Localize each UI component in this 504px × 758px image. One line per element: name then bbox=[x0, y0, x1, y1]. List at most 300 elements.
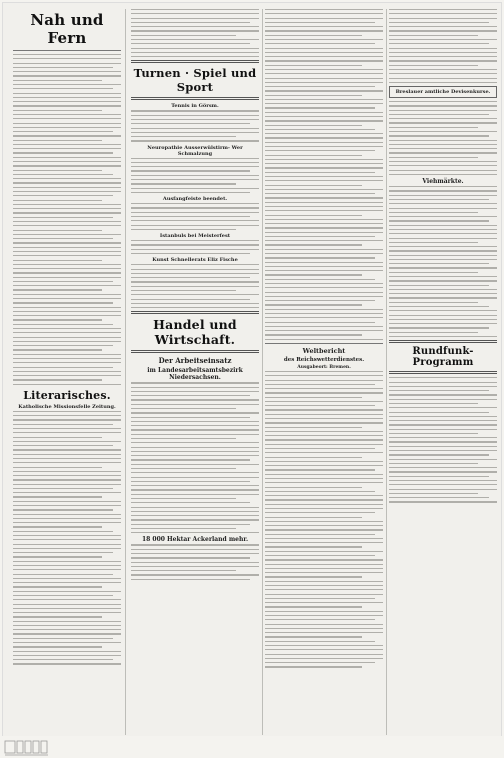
text-line bbox=[131, 26, 259, 27]
text-line bbox=[131, 438, 236, 439]
text-line bbox=[13, 411, 121, 412]
library-logo-icon bbox=[4, 738, 64, 756]
text-line bbox=[389, 203, 497, 204]
text-line bbox=[13, 384, 121, 385]
text-line bbox=[13, 514, 121, 515]
text-line bbox=[13, 152, 113, 153]
text-line bbox=[265, 244, 362, 245]
text-line bbox=[131, 485, 259, 486]
text-line bbox=[131, 557, 250, 558]
text-line bbox=[131, 566, 259, 567]
text-line bbox=[131, 532, 259, 533]
text-line bbox=[389, 250, 497, 251]
text-line bbox=[13, 556, 102, 557]
text-line bbox=[131, 528, 236, 529]
text-line bbox=[265, 538, 383, 539]
text-line bbox=[131, 207, 259, 208]
text-line bbox=[265, 30, 383, 31]
text-line bbox=[13, 54, 121, 55]
text-line bbox=[265, 388, 383, 389]
text-line bbox=[389, 471, 497, 472]
text-line bbox=[389, 212, 478, 213]
text-line bbox=[389, 13, 497, 14]
text-line bbox=[13, 84, 121, 85]
text-line bbox=[265, 439, 383, 440]
text-line bbox=[131, 225, 259, 226]
text-line bbox=[13, 362, 121, 363]
text-line bbox=[131, 425, 259, 426]
text-line bbox=[13, 522, 121, 523]
text-line bbox=[389, 306, 489, 307]
text-line bbox=[265, 60, 383, 61]
text-line bbox=[265, 236, 375, 237]
text-line bbox=[389, 493, 478, 494]
text-line bbox=[389, 386, 497, 387]
text-line bbox=[265, 257, 375, 258]
text-line bbox=[389, 394, 497, 395]
text-line bbox=[131, 115, 259, 116]
text-line bbox=[13, 204, 121, 205]
text-line bbox=[13, 591, 121, 592]
subheading-sport-5: Kunst Schnellerats Eliz Fische bbox=[152, 257, 238, 264]
text-line bbox=[13, 131, 113, 132]
text-line bbox=[389, 220, 489, 221]
text-line bbox=[131, 56, 259, 57]
text-line bbox=[265, 142, 383, 143]
text-line bbox=[13, 242, 121, 243]
subheading-ackerland: 18 000 Hektar Ackerland mehr. bbox=[141, 536, 249, 544]
text-line bbox=[265, 180, 383, 181]
text-line bbox=[13, 526, 102, 527]
text-line bbox=[265, 409, 383, 410]
text-line bbox=[13, 479, 121, 480]
text-line bbox=[13, 535, 121, 536]
text-line bbox=[131, 43, 250, 44]
text-line bbox=[265, 414, 383, 415]
text-line bbox=[131, 132, 259, 133]
text-line bbox=[13, 268, 121, 269]
text-line bbox=[131, 294, 259, 295]
text-line bbox=[265, 508, 383, 509]
text-line bbox=[13, 174, 113, 175]
text-line bbox=[389, 459, 497, 460]
text-line bbox=[13, 238, 113, 239]
text-line bbox=[13, 561, 121, 562]
text-line bbox=[389, 186, 497, 187]
column-2 bbox=[131, 9, 259, 735]
text-line bbox=[131, 286, 259, 287]
text-line bbox=[131, 464, 259, 465]
text-line bbox=[389, 238, 497, 239]
text-line bbox=[13, 341, 121, 342]
text-line bbox=[13, 518, 121, 519]
text-line bbox=[131, 477, 259, 478]
text-line bbox=[131, 253, 250, 254]
text-line bbox=[389, 48, 497, 49]
text-line bbox=[13, 471, 121, 472]
text-line bbox=[13, 182, 121, 183]
text-line bbox=[389, 56, 497, 57]
text-line bbox=[131, 179, 259, 180]
column-divider bbox=[125, 9, 126, 735]
text-line bbox=[13, 118, 121, 119]
text-line bbox=[131, 408, 236, 409]
text-line bbox=[131, 39, 259, 40]
text-line bbox=[131, 472, 259, 473]
text-line bbox=[389, 403, 478, 404]
text-line bbox=[13, 212, 121, 213]
text-line bbox=[131, 524, 250, 525]
column-divider bbox=[262, 9, 263, 735]
text-line bbox=[389, 263, 489, 264]
text-line bbox=[389, 433, 478, 434]
text-line bbox=[265, 641, 375, 642]
text-line bbox=[265, 371, 383, 372]
text-line bbox=[13, 195, 113, 196]
text-line bbox=[265, 581, 383, 582]
viehmaerkte-heading: Viehmärkte. bbox=[422, 178, 464, 186]
text-line bbox=[389, 135, 489, 136]
text-line bbox=[389, 148, 497, 149]
text-line bbox=[13, 354, 121, 355]
text-line bbox=[389, 437, 497, 438]
text-line bbox=[265, 274, 362, 275]
text-line bbox=[265, 253, 383, 254]
text-line bbox=[265, 339, 383, 340]
text-line bbox=[13, 337, 121, 338]
text-line bbox=[13, 659, 113, 660]
text-line bbox=[265, 662, 375, 663]
article-body bbox=[389, 9, 497, 83]
text-line bbox=[265, 82, 383, 83]
text-line bbox=[265, 334, 362, 335]
text-line bbox=[265, 636, 362, 637]
weather-heading: Weltbericht bbox=[302, 346, 346, 355]
text-line bbox=[265, 48, 383, 49]
article-body bbox=[389, 377, 497, 502]
text-line bbox=[265, 13, 383, 14]
text-line bbox=[13, 58, 121, 59]
text-line bbox=[265, 150, 375, 151]
text-line bbox=[13, 625, 121, 626]
text-line bbox=[265, 632, 383, 633]
text-line bbox=[13, 272, 121, 273]
text-line bbox=[389, 43, 489, 44]
subheading-tennis: Tennis in Görsm. bbox=[171, 103, 219, 110]
text-line bbox=[389, 310, 497, 311]
text-line bbox=[13, 501, 121, 502]
text-line bbox=[13, 462, 121, 463]
text-line bbox=[265, 69, 383, 70]
text-line bbox=[131, 119, 259, 120]
text-line bbox=[265, 116, 383, 117]
text-line bbox=[265, 86, 375, 87]
text-line bbox=[389, 82, 497, 83]
text-line bbox=[265, 215, 362, 216]
heading-rundfunk-programm: Rundfunk-Programm bbox=[412, 346, 474, 369]
text-line bbox=[131, 455, 259, 456]
text-line bbox=[265, 504, 383, 505]
text-line bbox=[265, 401, 383, 402]
text-line bbox=[389, 297, 497, 298]
text-line bbox=[265, 125, 362, 126]
text-line bbox=[13, 217, 113, 218]
text-line bbox=[265, 129, 375, 130]
text-line bbox=[13, 663, 121, 664]
text-line bbox=[265, 322, 375, 323]
text-line bbox=[131, 140, 259, 141]
text-line bbox=[13, 621, 121, 622]
text-line bbox=[13, 371, 121, 372]
text-line bbox=[265, 478, 383, 479]
text-line bbox=[389, 289, 497, 290]
text-line bbox=[13, 574, 113, 575]
text-line bbox=[13, 358, 121, 359]
text-line bbox=[265, 240, 383, 241]
text-line bbox=[131, 417, 250, 418]
text-line bbox=[389, 199, 489, 200]
text-line bbox=[131, 421, 259, 422]
text-line bbox=[131, 277, 250, 278]
text-line bbox=[389, 18, 497, 19]
text-line bbox=[265, 384, 375, 385]
text-line bbox=[13, 548, 121, 549]
weather-subheading: des Reichswetterdienstes. bbox=[283, 356, 365, 363]
text-line bbox=[389, 208, 497, 209]
text-line bbox=[131, 299, 250, 300]
text-line bbox=[265, 167, 383, 168]
text-line bbox=[13, 655, 121, 656]
text-line bbox=[13, 187, 121, 188]
text-line bbox=[389, 497, 489, 498]
text-line bbox=[389, 259, 497, 260]
text-line bbox=[131, 434, 259, 435]
text-line bbox=[131, 429, 259, 430]
text-line bbox=[265, 495, 383, 496]
text-line bbox=[265, 666, 362, 667]
text-line bbox=[131, 220, 259, 221]
text-line bbox=[13, 277, 121, 278]
text-line bbox=[265, 185, 362, 186]
text-line bbox=[13, 415, 121, 416]
text-line bbox=[265, 22, 375, 23]
article-body bbox=[265, 371, 383, 668]
text-line bbox=[265, 435, 383, 436]
text-line bbox=[13, 208, 121, 209]
text-line bbox=[265, 99, 383, 100]
text-line bbox=[265, 611, 383, 612]
text-line bbox=[13, 260, 102, 261]
text-line bbox=[131, 249, 259, 250]
text-line bbox=[13, 612, 121, 613]
text-line bbox=[389, 233, 497, 234]
text-line bbox=[13, 345, 113, 346]
text-line bbox=[265, 375, 383, 376]
text-line bbox=[265, 137, 383, 138]
text-line bbox=[265, 197, 383, 198]
article-body bbox=[13, 411, 121, 665]
text-line bbox=[265, 487, 362, 488]
text-line bbox=[389, 302, 478, 303]
text-line bbox=[131, 574, 259, 575]
text-line bbox=[131, 123, 250, 124]
text-line bbox=[13, 539, 121, 540]
text-line bbox=[389, 22, 489, 23]
text-line bbox=[265, 232, 383, 233]
text-line bbox=[13, 633, 121, 634]
column-divider bbox=[386, 9, 387, 735]
text-line bbox=[13, 419, 121, 420]
text-line bbox=[131, 264, 259, 265]
text-line bbox=[265, 619, 375, 620]
text-line bbox=[389, 293, 497, 294]
newspaper-page bbox=[13, 9, 497, 735]
text-line bbox=[265, 78, 383, 79]
text-line bbox=[13, 307, 121, 308]
text-line bbox=[131, 562, 259, 563]
text-line bbox=[265, 172, 375, 173]
text-line bbox=[389, 450, 497, 451]
text-line bbox=[13, 101, 121, 102]
text-line bbox=[13, 428, 121, 429]
text-line bbox=[265, 330, 383, 331]
text-line bbox=[131, 498, 236, 499]
text-line bbox=[131, 459, 250, 460]
text-line bbox=[265, 103, 383, 104]
text-line bbox=[265, 120, 383, 121]
subheading-sport-4: Istanbuls bei Meisterfest bbox=[159, 233, 231, 240]
text-line bbox=[131, 404, 259, 405]
column-1 bbox=[13, 9, 121, 735]
text-line bbox=[13, 110, 102, 111]
text-line bbox=[265, 9, 383, 10]
text-line bbox=[389, 272, 478, 273]
text-line bbox=[389, 246, 497, 247]
text-line bbox=[131, 447, 259, 448]
text-line bbox=[131, 307, 259, 308]
text-line bbox=[389, 480, 497, 481]
text-line bbox=[389, 9, 497, 10]
text-line bbox=[265, 568, 383, 569]
text-line bbox=[265, 427, 362, 428]
footer-bar bbox=[0, 736, 504, 758]
text-line bbox=[13, 629, 121, 630]
subheading-sport-2: Neuropathie Ausserwülstirm- Wer Schmalzung bbox=[147, 144, 243, 157]
text-line bbox=[265, 292, 383, 293]
text-line bbox=[131, 9, 259, 10]
subheading-sport-3: Ausfangfeiste beendet. bbox=[162, 196, 228, 203]
text-line bbox=[389, 152, 497, 153]
text-line bbox=[265, 262, 383, 263]
text-line bbox=[265, 163, 383, 164]
text-line bbox=[265, 287, 383, 288]
text-line bbox=[131, 549, 259, 550]
text-line bbox=[13, 63, 121, 64]
text-line bbox=[13, 324, 113, 325]
text-line bbox=[13, 302, 113, 303]
text-line bbox=[131, 244, 259, 245]
text-line bbox=[265, 296, 383, 297]
text-line bbox=[389, 336, 497, 337]
text-line bbox=[13, 578, 121, 579]
text-line bbox=[131, 229, 236, 230]
text-line bbox=[265, 189, 383, 190]
text-line bbox=[13, 144, 121, 145]
text-line bbox=[265, 469, 375, 470]
text-line bbox=[265, 270, 383, 271]
text-line bbox=[13, 475, 121, 476]
article-body bbox=[131, 158, 259, 193]
text-line bbox=[13, 161, 121, 162]
text-line bbox=[265, 525, 383, 526]
article-body bbox=[131, 110, 259, 141]
text-line bbox=[389, 416, 497, 417]
text-line bbox=[389, 412, 489, 413]
article-body bbox=[131, 264, 259, 308]
text-line bbox=[131, 451, 259, 452]
text-line bbox=[131, 188, 259, 189]
text-line bbox=[389, 390, 489, 391]
text-line bbox=[265, 317, 383, 318]
text-line bbox=[131, 158, 259, 159]
text-line bbox=[265, 649, 383, 650]
text-line bbox=[389, 52, 497, 53]
text-line bbox=[13, 123, 121, 124]
text-line bbox=[131, 175, 259, 176]
text-line bbox=[265, 534, 375, 535]
text-line bbox=[389, 105, 497, 106]
divider bbox=[389, 340, 497, 343]
text-line bbox=[389, 319, 497, 320]
text-line bbox=[131, 192, 250, 193]
text-line bbox=[265, 585, 383, 586]
text-line bbox=[389, 399, 497, 400]
text-line bbox=[389, 467, 497, 468]
text-line bbox=[265, 422, 383, 423]
text-line bbox=[131, 183, 236, 184]
text-line bbox=[389, 174, 497, 175]
text-line bbox=[13, 646, 102, 647]
heading-literarisches: Literarisches. bbox=[23, 388, 111, 402]
text-line bbox=[265, 564, 383, 565]
text-line bbox=[13, 484, 121, 485]
text-line bbox=[13, 251, 121, 252]
text-line bbox=[389, 216, 497, 217]
text-line bbox=[389, 242, 478, 243]
text-line bbox=[131, 18, 259, 19]
text-line bbox=[13, 454, 121, 455]
column-3 bbox=[265, 9, 383, 735]
article-body bbox=[13, 54, 121, 385]
text-line bbox=[131, 511, 259, 512]
text-line bbox=[13, 140, 102, 141]
text-line bbox=[265, 392, 383, 393]
text-line bbox=[13, 604, 121, 605]
text-line bbox=[13, 230, 102, 231]
text-line bbox=[13, 294, 121, 295]
text-line bbox=[13, 565, 121, 566]
heading-nah-und-fern: Nah und Fern bbox=[30, 11, 104, 47]
divider bbox=[131, 350, 259, 353]
text-line bbox=[265, 452, 383, 453]
text-line bbox=[389, 30, 497, 31]
text-line bbox=[13, 191, 121, 192]
text-line bbox=[389, 39, 497, 40]
text-line bbox=[131, 212, 259, 213]
text-line bbox=[265, 517, 362, 518]
text-line bbox=[265, 193, 375, 194]
text-line bbox=[131, 281, 259, 282]
